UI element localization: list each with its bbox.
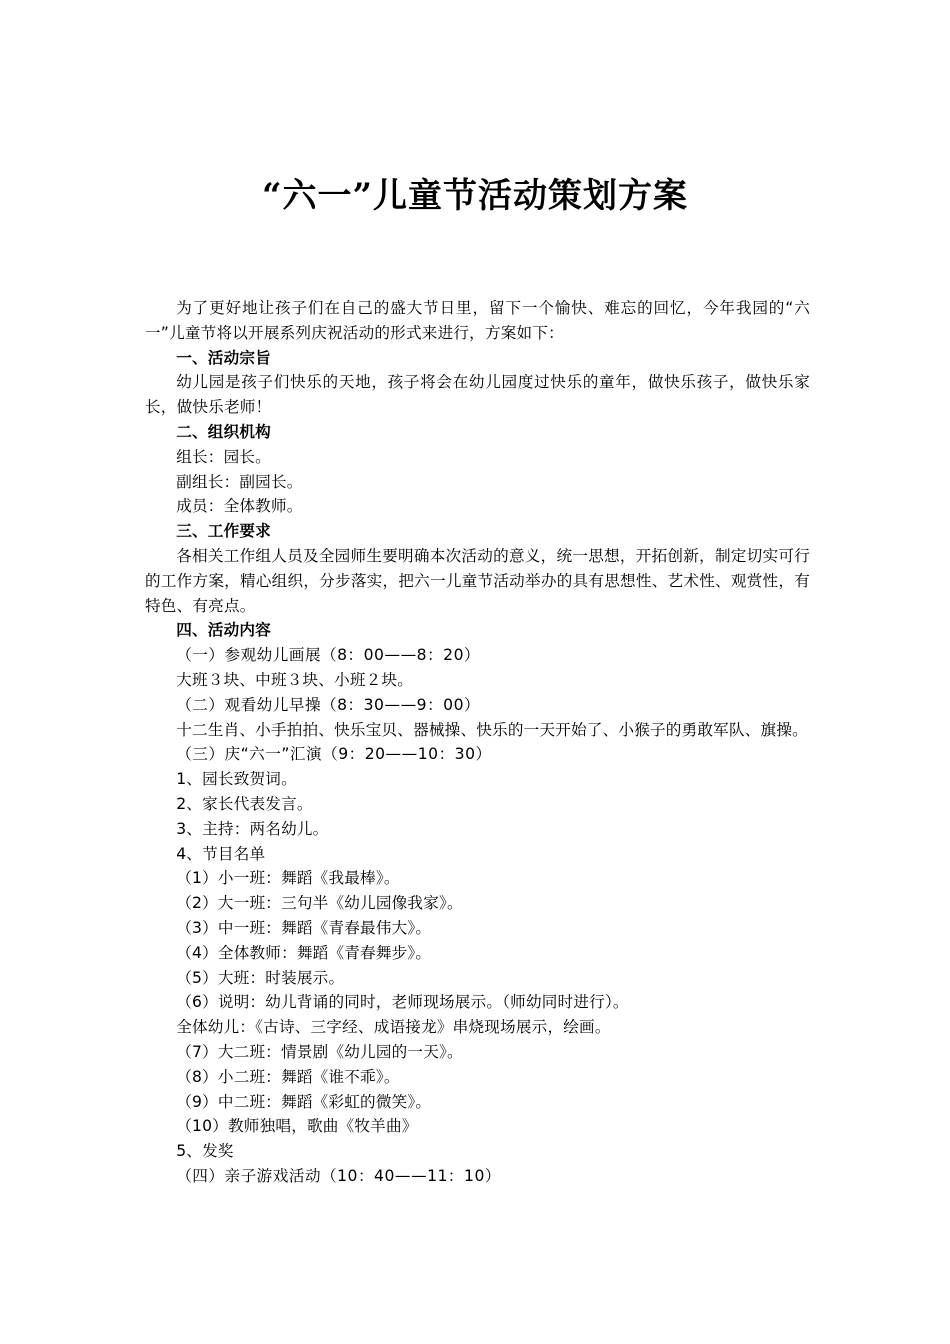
section-heading-purpose: 一、活动宗旨 (176, 348, 271, 367)
program-item: （5）大班：时装展示。 (176, 968, 345, 987)
program-item: （7）大二班：情景剧《幼儿园的一天》。 (176, 1042, 463, 1061)
document-body (145, 296, 810, 1189)
morning-exercise-text: 十二生肖、小手拍拍、快乐宝贝、器械操、快乐的一天开始了、小猴子的勇敢军队、旗操。 (176, 720, 808, 739)
subsection-title-parent-child-games: （四）亲子游戏活动（10：40——11：10） (176, 1166, 501, 1185)
org-line-deputy: 副组长：副园长。 (176, 472, 303, 491)
list-item: 5、发奖 (176, 1142, 234, 1161)
program-item: （10）教师独唱，歌曲《牧羊曲》 (176, 1117, 418, 1136)
subsection-title-performance: （三）庆“六一”汇演（9：20——10：30） (176, 745, 492, 764)
program-item: （2）大一班：三句半《幼儿园像我家》。 (176, 894, 463, 913)
list-item: 2、家长代表发言。 (176, 794, 313, 813)
section-heading-content: 四、活动内容 (176, 621, 271, 640)
program-item: （6）说明：幼儿背诵的同时，老师现场展示。（师幼同时进行）。 (176, 993, 629, 1012)
program-item: （3）中一班：舞蹈《青春最伟大》。 (176, 918, 432, 937)
org-line-leader: 组长：园长。 (176, 447, 271, 466)
program-item: （8）小二班：舞蹈《谁不乖》。 (176, 1067, 400, 1086)
list-item: 3、主持：两名幼儿。 (176, 819, 329, 838)
org-line-members: 成员：全体教师。 (176, 497, 303, 516)
program-item: （9）中二班：舞蹈《彩虹的微笑》。 (176, 1092, 432, 1111)
requirements-paragraph: 各相关工作组人员及全园师生要明确本次活动的意义，统一思想，开拓创新，制定切实可行的工作方案，精心组织，分步落实，把六一儿童节活动举办的具有思想性、艺术性、观赏性，有特色、有亮点。 (145, 546, 810, 615)
section-heading-requirements: 三、工作要求 (176, 522, 271, 541)
art-exhibit-text: 大班３块、中班３块、小班２块。 (176, 670, 414, 689)
program-note: 全体幼儿：《古诗、三字经、成语接龙》串烧现场展示，绘画。 (176, 1018, 611, 1037)
program-item: （4）全体教师：舞蹈《青春舞步》。 (176, 943, 432, 962)
subsection-title-morning-exercise: （二）观看幼儿早操（8：30——9：00） (176, 695, 481, 714)
program-item: （1）小一班：舞蹈《我最棒》。 (176, 869, 400, 888)
intro-paragraph: 为了更好地让孩子们在自己的盛大节日里，留下一个愉快、难忘的回忆，今年我园的“六一”儿童节将以开展系列庆祝活动的形式来进行，方案如下： (145, 299, 810, 342)
subsection-title-art-exhibit: （一）参观幼儿画展（8：00——8：20） (176, 646, 481, 665)
list-item: 4、节目名单 (176, 844, 266, 863)
section-heading-organization: 二、组织机构 (176, 422, 271, 441)
document-title: “六一”儿童节活动策划方案 (261, 176, 689, 216)
list-item: 1、园长致贺词。 (176, 770, 297, 789)
purpose-paragraph: 幼儿园是孩子们快乐的天地，孩子将会在幼儿园度过快乐的童年，做快乐孩子，做快乐家长，做快乐老师！ (145, 373, 810, 417)
